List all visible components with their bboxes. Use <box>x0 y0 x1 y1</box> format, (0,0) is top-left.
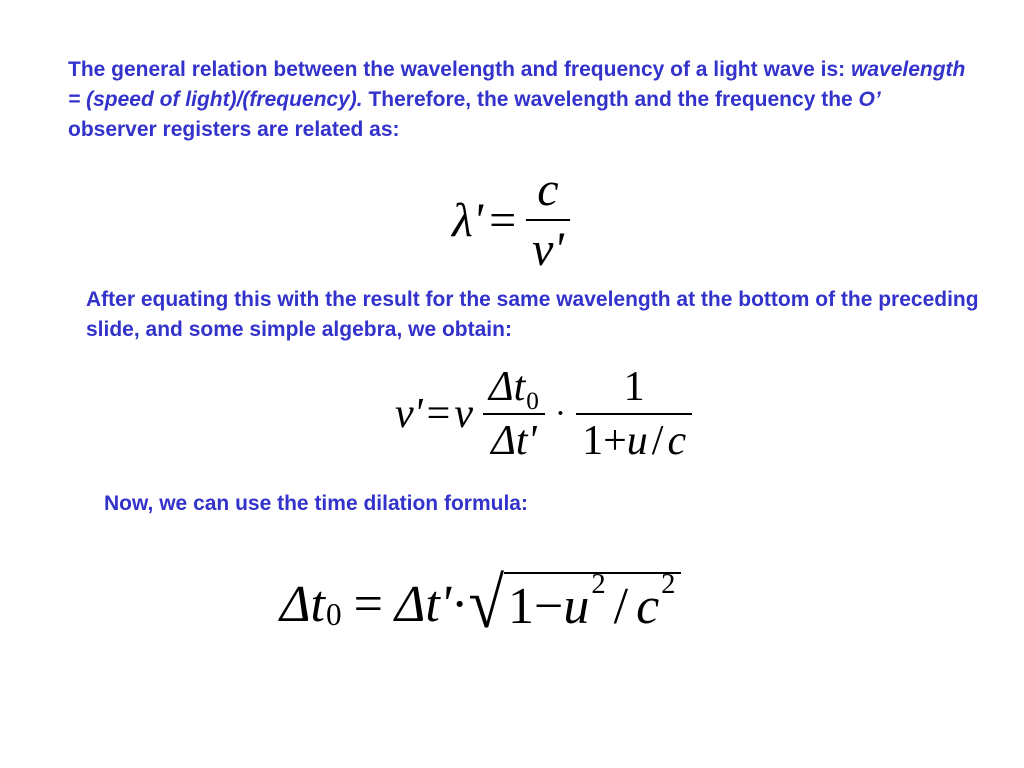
eq3-equals: = <box>353 576 383 633</box>
eq2-fraction-2 <box>576 365 692 463</box>
equation-frequency <box>395 365 696 463</box>
wavelength-definition: wavelength = (speed of light)/(frequency). <box>68 58 966 111</box>
eq2-equals: = <box>426 391 451 438</box>
eq1-equals: = <box>489 193 517 247</box>
eq2-denominator-1: Δt' <box>491 418 537 465</box>
eq3-one: 1 <box>508 578 534 635</box>
eq2-num1-sub: 0 <box>526 387 539 415</box>
eq3-rhs-dt: Δt' <box>394 576 451 633</box>
eq3-c-exp: 2 <box>661 569 676 601</box>
eq3-minus: − <box>534 578 564 635</box>
eq2-den2-one: 1 <box>582 418 604 465</box>
eq1-fraction <box>526 165 570 276</box>
radicand <box>504 569 681 637</box>
eq3-u: u <box>563 578 590 635</box>
eq3-c: c <box>636 578 660 635</box>
equation-wavelength <box>452 165 574 276</box>
equation-time-dilation <box>280 564 681 644</box>
eq3-lhs-sub: 0 <box>325 597 342 633</box>
eq1-numerator: c <box>537 163 559 216</box>
eq2-denominator-2 <box>576 419 692 463</box>
observer-symbol: O’ <box>858 88 881 111</box>
eq3-dot: · <box>450 576 469 633</box>
radical-sign: √ <box>468 564 504 644</box>
square-root <box>468 564 681 644</box>
eq2-num1-main: Δt <box>488 364 526 410</box>
eq3-lhs: Δt <box>280 576 325 633</box>
intro-text-5: observer registers are related as: <box>68 118 400 141</box>
intro-paragraph <box>68 55 968 145</box>
eq2-lhs: ν' <box>395 391 423 438</box>
eq2-numerator-2: 1 <box>623 364 645 410</box>
eq1-denominator: ν' <box>532 223 564 277</box>
eq2-nu: ν <box>454 391 473 438</box>
intro-text-3: Therefore, the wavelength and the frequency the <box>362 88 859 111</box>
eq3-u-exp: 2 <box>591 569 606 601</box>
eq2-den2-c: c <box>667 418 687 465</box>
eq3-slash: / <box>613 578 629 635</box>
algebra-paragraph: After equating this with the result for the same wavelength at the bottom of the preceding slide, and some simple algebra, we obtain: <box>86 288 979 341</box>
eq2-den2-plus: + <box>603 418 627 465</box>
time-dilation-intro: Now, we can use the time dilation formula: <box>104 492 528 515</box>
fraction-bar <box>526 219 570 221</box>
eq2-fraction-1 <box>483 365 545 463</box>
fraction-bar <box>576 413 692 415</box>
eq2-den2-u: u <box>626 418 648 465</box>
intro-text-1: The general relation between the wavelength and frequency of a light wave is: <box>68 58 852 81</box>
eq2-numerator-1 <box>483 364 545 415</box>
eq2-den2-slash: / <box>651 418 664 465</box>
eq2-dot: · <box>554 395 567 433</box>
eq1-lhs: λ' <box>452 193 484 247</box>
